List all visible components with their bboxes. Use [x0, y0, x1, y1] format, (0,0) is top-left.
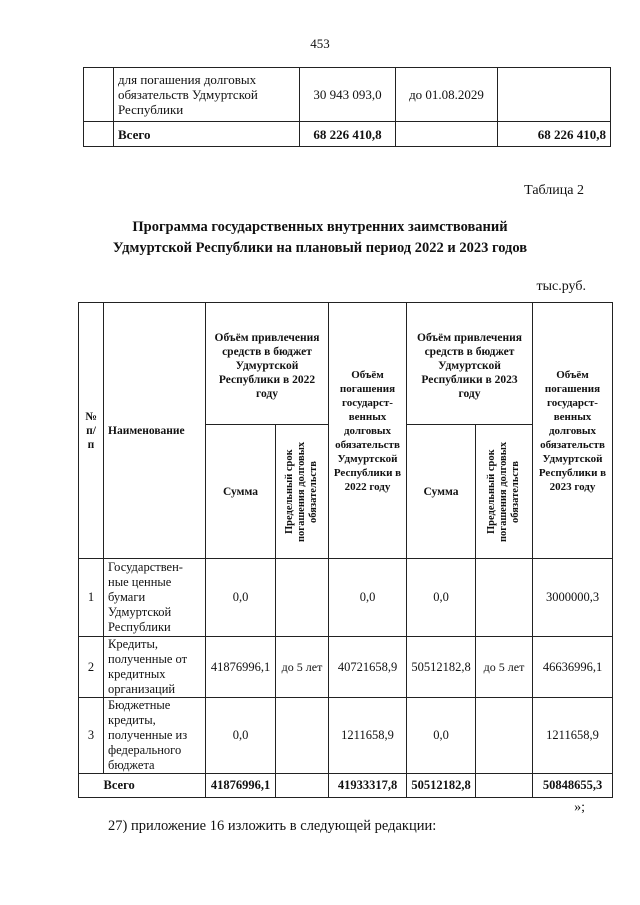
cell-amount: 30 943 093,0 [300, 68, 396, 122]
cell-term: до 01.08.2029 [396, 68, 498, 122]
header-term-2023 [476, 425, 533, 559]
header-term-2023-text: Предельный срок погашения долговых обязательств [486, 441, 521, 542]
cell-repay-2023: 3000000,3 [533, 559, 613, 637]
borrowing-table [78, 302, 613, 798]
page-number: 453 [310, 36, 330, 51]
cell-repay-2022: 0,0 [329, 559, 407, 637]
table-row [84, 122, 611, 147]
cell-num: 2 [79, 637, 104, 698]
unit-label: тыс.руб. [536, 279, 586, 294]
continuation-table [83, 67, 611, 147]
header-repay-2022: Объём погашения государст-венных долговых обязательств Удмуртской Республики в 2022 году [329, 303, 407, 559]
cell-term-2023 [476, 559, 533, 637]
cell-term [396, 122, 498, 147]
header-sum-2022: Сумма [206, 425, 276, 559]
total-repay-2022: 41933317,8 [329, 774, 407, 798]
total-sum-2023: 50512182,8 [407, 774, 476, 798]
cell-sum-2022: 0,0 [206, 559, 276, 637]
total-repay-2023: 50848655,3 [533, 774, 613, 798]
cell-sum-2022: 0,0 [206, 698, 276, 774]
title-text: Программа государственных внутренних заимствований Удмуртской Республики на плановый период 2022 и 2023 годов [112, 219, 528, 256]
total-label: Всего [104, 774, 206, 798]
cell-total: 68 226 410,8 [498, 122, 611, 147]
header-repay-2023: Объём погашения государст-венных долговых обязательств Удмуртской Республики в 2023 году [533, 303, 613, 559]
footer-text: 27) приложение 16 изложить в следующей редакции: [108, 818, 437, 834]
cell-term-2023: до 5 лет [476, 637, 533, 698]
cell-name: для погашения долговых обязательств Удмуртской Республики [114, 68, 300, 122]
table-row [79, 637, 613, 698]
cell-sum-2023: 0,0 [407, 698, 476, 774]
cell-total [498, 68, 611, 122]
cell-term-2022: до 5 лет [276, 637, 329, 698]
cell-sum-2023: 0,0 [407, 559, 476, 637]
cell-term-2022 [276, 559, 329, 637]
table-row [84, 68, 611, 122]
closing-mark: »; [574, 800, 585, 815]
header-row [79, 303, 613, 425]
cell-repay-2023: 46636996,1 [533, 637, 613, 698]
cell-name: Кредиты, полученные от кредитных организаций [104, 637, 206, 698]
table-caption: Таблица 2 [524, 183, 584, 198]
cell-num: 1 [79, 559, 104, 637]
table-row [79, 698, 613, 774]
header-num: № п/п [79, 303, 104, 559]
cell-repay-2022: 1211658,9 [329, 698, 407, 774]
cell-term-2022 [276, 698, 329, 774]
page-title [0, 217, 640, 259]
header-term-2022 [276, 425, 329, 559]
cell-name: Государствен-ные ценные бумаги Удмуртской Республики [104, 559, 206, 637]
header-name: Наименование [104, 303, 206, 559]
cell-repay-2022: 40721658,9 [329, 637, 407, 698]
header-attract-2022: Объём привлечения средств в бюджет Удмуртской Республики в 2022 году [206, 303, 329, 425]
cell-sum-2023: 50512182,8 [407, 637, 476, 698]
header-sum-2023: Сумма [407, 425, 476, 559]
total-row [79, 774, 613, 798]
cell-repay-2023: 1211658,9 [533, 698, 613, 774]
table-row [79, 559, 613, 637]
cell-num: 3 [79, 698, 104, 774]
total-sum-2022: 41876996,1 [206, 774, 276, 798]
header-attract-2023: Объём привлечения средств в бюджет Удмуртской Республики в 2023 году [407, 303, 533, 425]
cell-sum-2022: 41876996,1 [206, 637, 276, 698]
cell-name: Бюджетные кредиты, полученные из федерального бюджета [104, 698, 206, 774]
cell-term-2023 [476, 698, 533, 774]
cell-amount: 68 226 410,8 [300, 122, 396, 147]
cell-name: Всего [114, 122, 300, 147]
header-term-2022-text: Предельный срок погашения долговых обязательств [284, 441, 319, 542]
